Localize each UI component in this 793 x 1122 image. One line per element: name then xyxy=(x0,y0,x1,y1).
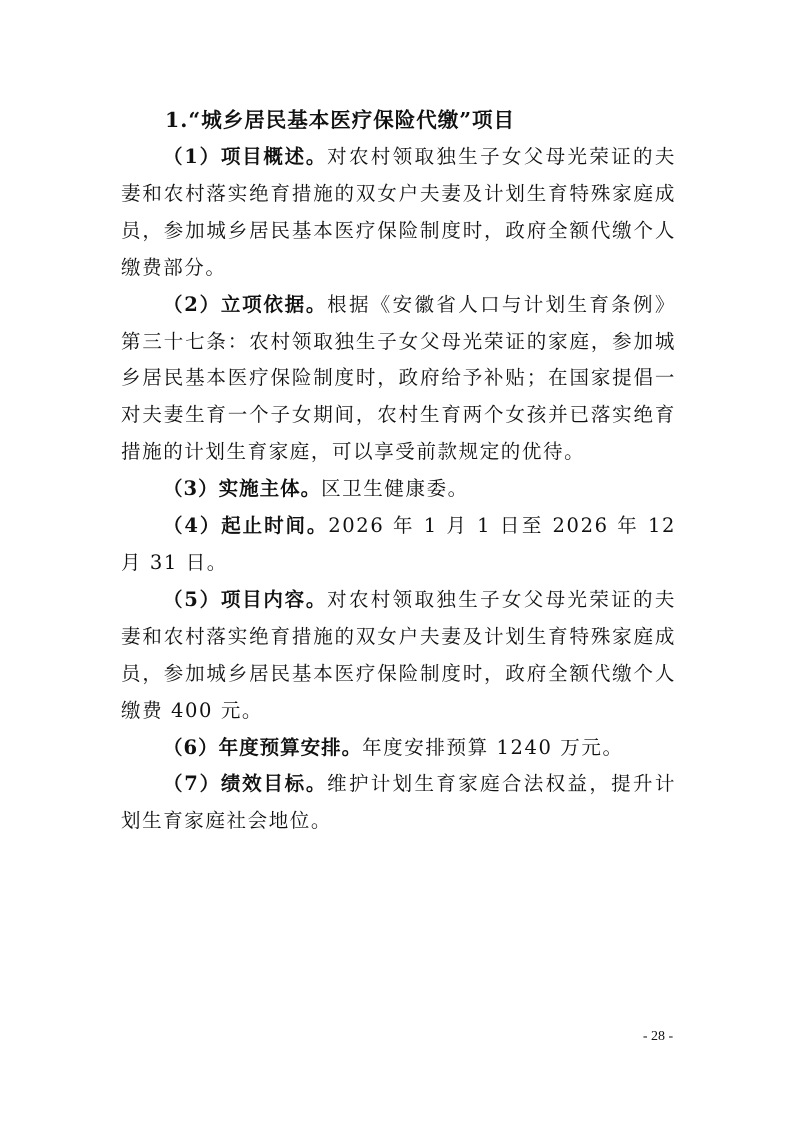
section-text: 对农村领取独生子女父母光荣证的夫妻和农村落实绝育措施的双女户夫妻及计划生育特殊家庭成员，参加城乡居民基本医疗保险制度时，政府全额代缴个人缴费部分。 xyxy=(121,145,676,279)
section-content xyxy=(121,582,676,730)
section-lead: （4）起止时间。 xyxy=(163,514,329,538)
page-number: - 28 - xyxy=(642,1029,674,1044)
section-lead: （1）项目概述。 xyxy=(163,145,328,168)
section-lead: （6）年度预算安排。 xyxy=(163,735,363,759)
section-goals xyxy=(121,766,676,840)
section-basis xyxy=(121,287,676,472)
section-lead: （3）实施主体。 xyxy=(163,477,322,501)
section-text: 2026 年 1 月 1 日至 2026 年 12 月 31 日。 xyxy=(121,514,676,574)
section-lead: （5）项目内容。 xyxy=(163,587,328,611)
section-text: 对农村领取独生子女父母光荣证的夫妻和农村落实绝育措施的双女户夫妻及计划生育特殊家庭成员，参加城乡居民基本医疗保险制度时，政府全额代缴个人缴费 400 元。 xyxy=(121,587,676,722)
section-lead: （2）立项依据。 xyxy=(163,292,328,316)
section-period xyxy=(121,508,676,582)
project-heading: 1.“城乡居民基本医疗保险代缴”项目 xyxy=(165,108,515,132)
section-text: 年度安排预算 1240 万元。 xyxy=(362,735,624,759)
section-budget xyxy=(121,730,676,767)
document-body xyxy=(121,102,676,840)
section-text: 根据《安徽省人口与计划生育条例》第三十七条：农村领取独生子女父母光荣证的家庭，参加城乡居民基本医疗保险制度时，政府给予补贴；在国家提倡一对夫妻生育一个子女期间，农村生育两个女孩并已落实绝育措施的计划生育家庭，可以享受前款规定的优待。 xyxy=(121,292,676,464)
section-overview xyxy=(121,139,676,287)
section-implementer xyxy=(121,471,676,508)
section-text: 维护计划生育家庭合法权益，提升计划生育家庭社会地位。 xyxy=(121,772,676,833)
section-lead: （7）绩效目标。 xyxy=(163,772,328,796)
section-text: 区卫生健康委。 xyxy=(321,477,469,501)
